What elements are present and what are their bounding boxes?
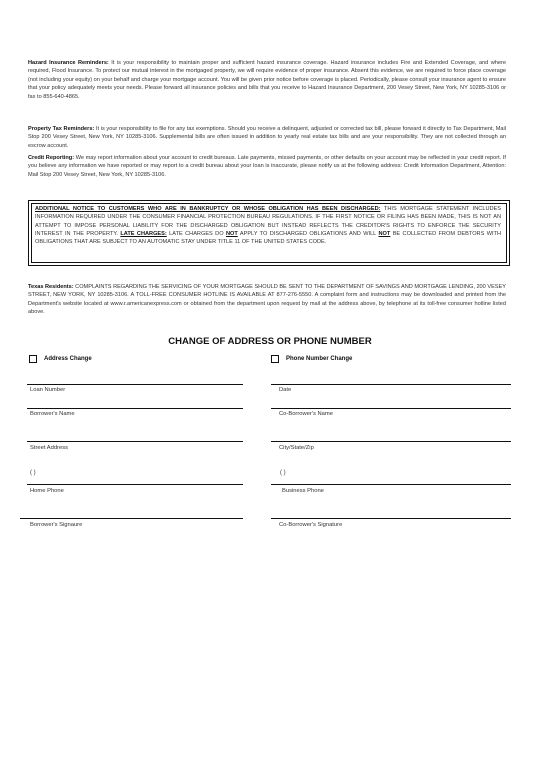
notice-body-1: THIS MORTGAGE STATEMENT INCLUDES INFORMATION REQUIRED UNDER THE CONSUMER FINANCIAL PROTECTION BUREAU REGULATIONS. IF THE FIRST NOTICE OR FILING HAS BEEN MADE, THIS IS NOT AN ATTEMPT TO IMPOSE PERSONAL LIABILITY FOR THE DISCHARGED OBLIGATION BUT INSTEAD REFLECTS THE CREDITOR'S RIGHTS TO ENFORCE THE SECURITY INTEREST IN THE PROPERTY. [35,206,501,237]
address-change-option[interactable] [29,355,92,363]
coborrower-name-label: Co-Borrower's Name [279,411,333,417]
date-label: Date [279,387,292,393]
coborrower-name-field[interactable] [271,408,511,409]
texas-residents-section [28,283,506,317]
loan-number-field[interactable] [27,384,243,385]
hazard-insurance-section [28,59,506,101]
home-phone-field[interactable] [27,484,243,485]
business-phone-label: Business Phone [282,488,324,494]
address-change-label: Address Change [44,356,92,362]
business-phone-field[interactable] [271,484,511,485]
property-tax-heading: Property Tax Reminders: [28,126,95,132]
city-state-zip-label: City/State/Zip [279,445,314,451]
borrower-name-field[interactable] [27,408,243,409]
change-form-title: CHANGE OF ADDRESS OR PHONE NUMBER [168,336,372,347]
phone-change-checkbox[interactable] [271,355,279,363]
home-phone-area-code: ( ) [30,470,36,476]
notice-not-1: NOT [225,230,238,237]
credit-reporting-text: We may report information about your account to credit bureaus. Late payments, missed payments, or other defaults on your account may be reflected in your credit report. If you believe any information we have reported or may report to a credit bureau about your loan is inaccurate, please notify us at the following address: Credit Information Department, Attention: Mail Stop 200 Vesey Street, New York, NY 10285-3106. [28,155,506,178]
property-tax-text: It is your responsibility to file for any tax exemptions. Should you receive a delinquent, adjusted or corrected tax bill, please forward it directly to Tax Department, Mail Stop 200 Vesey Street, New York, NY 10285-3106. Supplemental bills are often issued in addition to yearly real estate tax bills and are your responsibility. They are not collected through an escrow account. [28,126,507,149]
address-change-checkbox[interactable] [29,355,37,363]
street-address-label: Street Address [30,445,69,451]
bankruptcy-notice-box [28,200,510,266]
borrower-signature-field[interactable] [20,518,243,519]
hazard-insurance-text: It is your responsibility to maintain proper and sufficient hazard insurance coverage. Hazard insurance includes Fire and Extended Coverage, and where required, Flood Insurance. To protect our mutual interest in the mortgaged property, we will require evidence of proper insurance. Absent this evidence, we are required to force place coverage (not including your equity) on your behalf and charge your mortgage account. You will be given prior notice before coverage is placed. Periodically, please consult your insurance agent to ensure that your policy adequately meets your needs. Please forward all insurance policies and bills that you receive to Hazard Insurance Department, 200 Vesey Street, New York, NY 10285-3106 or fax to 855-640-4865. [28,60,506,100]
street-address-field[interactable] [27,441,243,442]
borrower-name-label: Borrower's Name [30,411,75,417]
texas-residents-text: COMPLAINTS REGARDING THE SERVICING OF YOUR MORTGAGE SHOULD BE SENT TO THE DEPARTMENT OF SAVINGS AND MORTGAGE LENDING, 200 VESEY STREET, NEW YORK, NY 10285-3106. A TOLL-FREE CONSUMER HOTLINE IS AVAILABLE AT 877-276-5550. A complaint form and instructions may be downloaded and printed from the Department's website located at www.r.americanexpress.com or obtained from the department upon request by mail at the address above, by telephone at its toll-free consumer hotline listed above. [28,284,506,316]
loan-number-label: Loan Number [30,387,66,393]
late-charges-heading: LATE CHARGES: [120,230,167,237]
phone-change-label: Phone Number Change [286,356,353,362]
credit-reporting-section [28,154,506,179]
coborrower-signature-field[interactable] [271,518,511,519]
date-field[interactable] [271,384,511,385]
bankruptcy-notice-heading: ADDITIONAL NOTICE TO CUSTOMERS WHO ARE IN BANKRUPTCY OR WHOSE OBLIGATION HAS BEEN DISCHARGED: [35,206,381,212]
borrower-signature-label: Borrower's Signaure [30,522,83,528]
notice-body-4: BE COLLECTED FROM DEBTORS WITH OBLIGATIONS THAT ARE SUBJECT TO AN AUTOMATIC STAY UNDER TITLE 11 OF THE UNITED STATES CODE. [35,230,502,246]
texas-residents-heading: Texas Residents: [28,284,74,290]
hazard-insurance-heading: Hazard Insurance Reminders: [28,60,109,66]
credit-reporting-heading: Credit Reporting: [28,155,75,161]
property-tax-section [28,125,506,150]
business-phone-area-code: ( ) [280,470,286,476]
home-phone-label: Home Phone [30,488,64,494]
bankruptcy-notice-text [35,205,501,246]
phone-change-option[interactable] [271,355,352,363]
notice-not-2: NOT [378,230,391,237]
notice-body-3: APPLY TO DISCHARGED OBLIGATIONS AND WILL [237,230,379,237]
notice-body-2: LATE CHARGES DO [166,230,226,237]
coborrower-signature-label: Co-Borrower's Signature [279,522,343,528]
city-state-zip-field[interactable] [271,441,511,442]
